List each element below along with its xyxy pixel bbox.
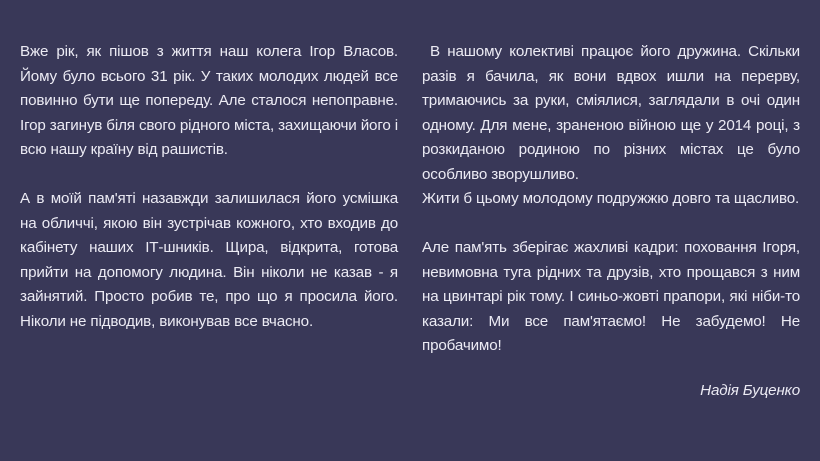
paragraph-spacer [20, 163, 398, 188]
memorial-paragraph-remembrance: Але пам'ять зберігає жахливі кадри: поховання Ігоря, невимовна туга рідних та друзів, хто прощався з ним на цвинтарі рік тому. І синьо-жовті прапори, які ніби-то казали: Ми все пам'ятаємо! Не забудемо! Не пробачимо! [422, 239, 800, 354]
memorial-paragraph-intro: Вже рік, як пішов з життя наш колега Ігор Власов. Йому було всього 31 рік. У таких молодих людей все повинно бути ще попереду. Але сталося непоправне. Ігор загинув біля свого рідного міста, захищаючи його і всю нашу країну від рашистів. [20, 43, 398, 158]
memorial-paragraph-memory: А в моїй пам'яті назавжди залишилася його усмішка на обличчі, якою він зустрічав кожного, хто входив до кабінету наших ІТ-шників. Щира, відкрита, готова прийти на допомогу людина. Він ніколи не казав - я зайнятий. Просто робив те, про що я просила його. Ніколи не підводив, виконував все вчасно. [20, 190, 398, 330]
paragraph-spacer [422, 212, 800, 237]
left-column [20, 40, 398, 334]
author-signature: Надія Буценко [700, 381, 800, 399]
right-column [422, 40, 800, 403]
memorial-paragraph-wish: Жити б цьому молодому подружжю довго та щасливо. [422, 190, 800, 207]
memorial-paragraph-wife: В нашому колективі працює його дружина. Скільки разів я бачила, як вони вдвох ишли на перерву, тримаючись за руки, сміялися, заглядали в очі один одному. Для мене, зраненою війною ще у 2014 році, з розкиданою родиною по різних містах це було особливо зворушливо. [422, 43, 800, 183]
